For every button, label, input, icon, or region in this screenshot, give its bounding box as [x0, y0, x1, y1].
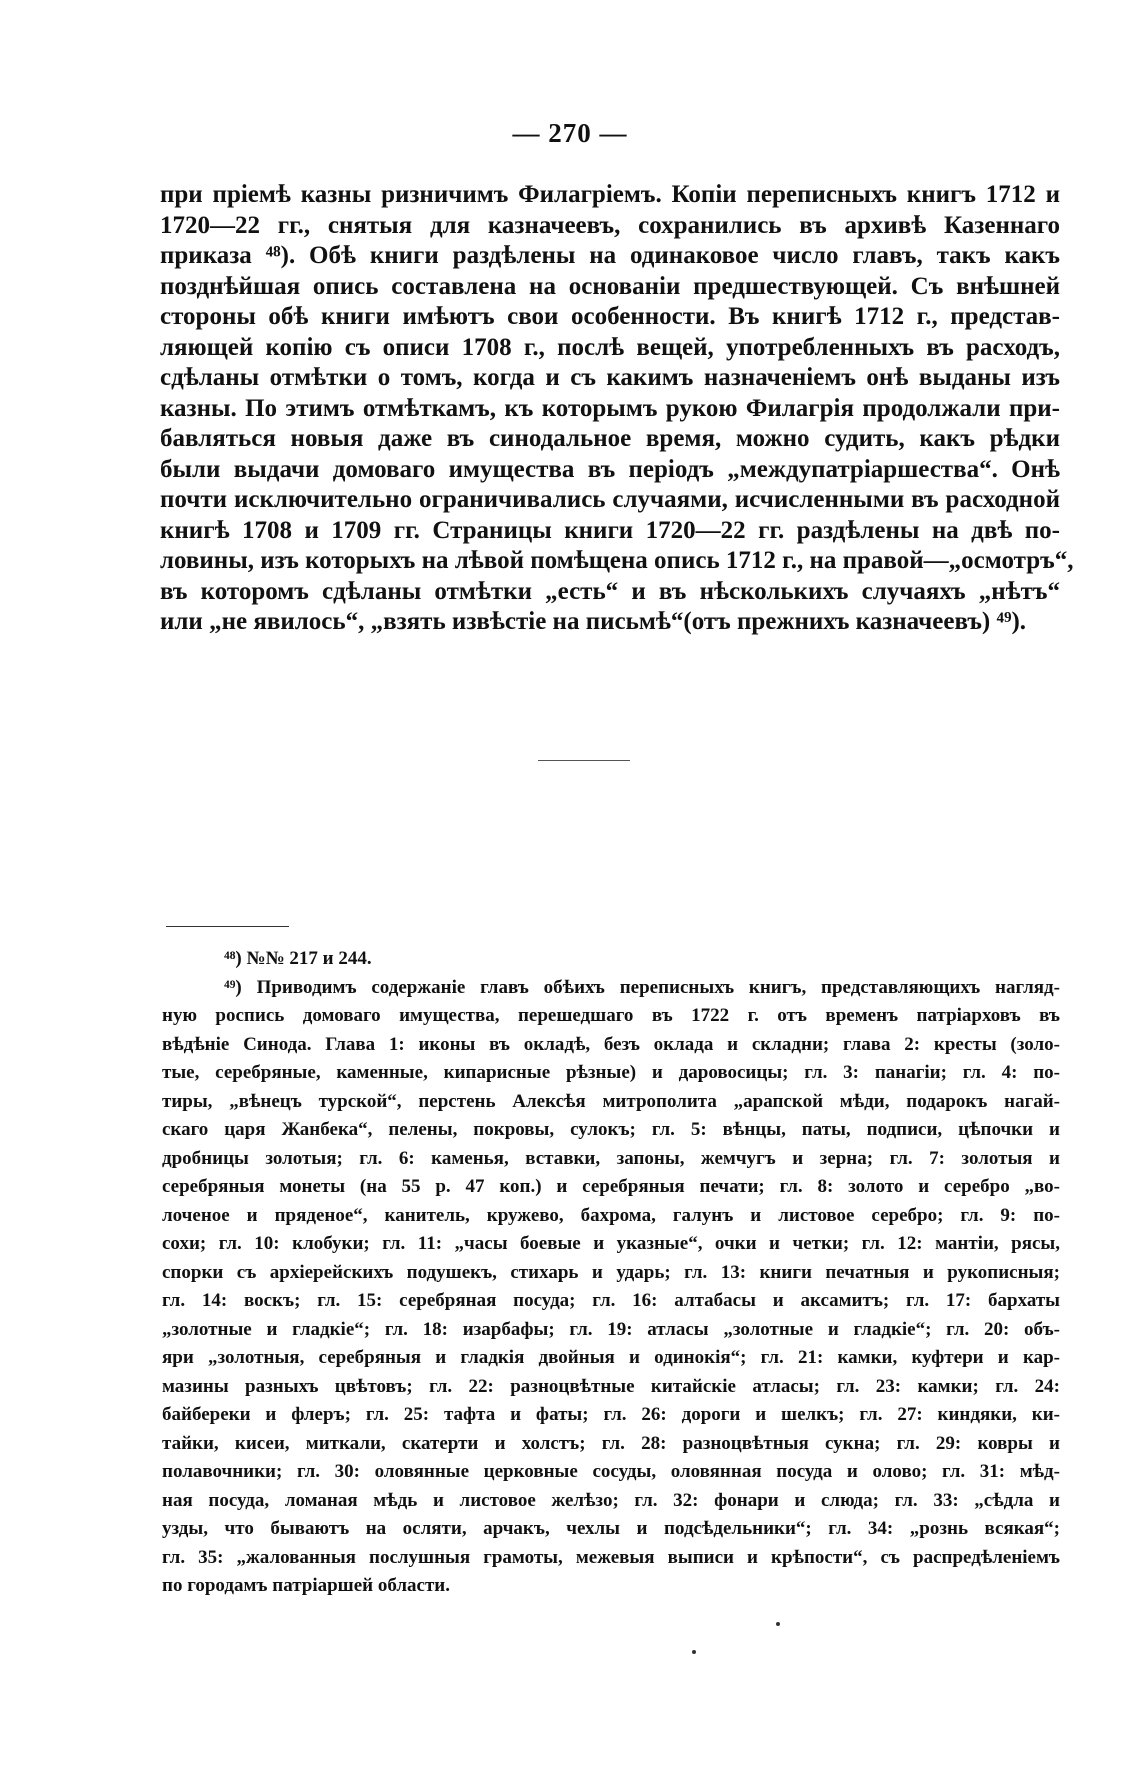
- body-line: бавляться новыя даже въ синодальное время, можно судить, какъ рѣдки: [160, 425, 1060, 452]
- footnote-49-line: гл. 35: „жалованныя послушныя грамоты, межевыя выписи и крѣпости“, съ распредѣленіемъ: [162, 1546, 1060, 1568]
- footnote-49-line: скаго царя Жанбека“, пелены, покровы, сулокъ; гл. 5: вѣнцы, паты, подписи, цѣпочки и: [162, 1119, 1060, 1140]
- body-line: сдѣланы отмѣтки о томъ, когда и съ какимъ назначеніемъ онѣ выданы изъ: [160, 364, 1060, 391]
- body-line: казны. По этимъ отмѣткамъ, къ которымъ рукою Филагрія продолжали при-: [160, 394, 1060, 422]
- footnote-49-line: „золотные и гладкіе“; гл. 18: изарбафы; гл. 19: атласы „золотные и гладкіе“; гл. 20: объ-: [162, 1318, 1060, 1340]
- body-line: книгѣ 1708 и 1709 гг. Страницы книги 1720—22 гг. раздѣлены на двѣ по-: [160, 516, 1060, 544]
- page-number: — 270 —: [512, 118, 628, 148]
- body-line: стороны обѣ книги имѣютъ свои особенности. Въ книгѣ 1712 г., представ-: [160, 303, 1060, 330]
- footnote-49-line: спорки съ архіерейскихъ подушекъ, стихарь и ударь; гл. 13: книги печатныя и рукописныя;: [162, 1261, 1060, 1283]
- body-line: приказа ⁴⁸). Обѣ книги раздѣлены на одинаковое число главъ, такъ какъ: [160, 242, 1060, 269]
- footnotes: [162, 945, 1060, 1601]
- footnote-49-line: полавочники; гл. 30: оловянные церковные сосуды, оловянная посуда и олово; гл. 31: мѣд-: [162, 1461, 1060, 1482]
- footnote-49-line: тиры, „вѣнецъ турской“, перстень Алексѣя митрополита „арапской мѣди, подарокъ нагай-: [162, 1090, 1060, 1112]
- footnote-49-line: серебряныя монеты (на 55 р. 47 коп.) и серебряныя печати; гл. 8: золото и серебро „во-: [162, 1176, 1060, 1197]
- section-divider: [538, 760, 630, 761]
- footnote-49-line: узды, что бываютъ на осляти, арчакъ, чехлы и подсѣдельники“; гл. 34: „рознь всякая“;: [162, 1518, 1060, 1539]
- body-line: или „не явилось“, „взять извѣстіе на письмѣ“(отъ прежнихъ казначеевъ) ⁴⁹).: [160, 608, 1027, 635]
- footnote-49-line: ⁴⁹) Приводимъ содержаніе главъ обѣихъ переписныхъ книгъ, представляющихъ нагляд-: [224, 976, 1060, 998]
- main-text: [160, 180, 1074, 638]
- body-line: въ которомъ сдѣланы отмѣтки „есть“ и въ нѣсколькихъ случаяхъ „нѣтъ“: [160, 577, 1060, 605]
- footnote-49-line: гл. 14: воскъ; гл. 15: серебряная посуда; гл. 16: алтабасы и аксамитъ; гл. 17: бархаты: [162, 1290, 1060, 1311]
- footnote-49-line: ная посуда, ломаная мѣдь и листовое желѣзо; гл. 32: фонари и слюда; гл. 33: „сѣдла и: [162, 1489, 1060, 1511]
- ink-speck: [692, 1650, 696, 1654]
- footnote-49-line: тайки, кисеи, миткали, скатерти и холстъ; гл. 28: разноцвѣтныя сукна; гл. 29: ковры и: [162, 1432, 1060, 1454]
- footnote-49-line: байбереки и флеръ; гл. 25: тафта и фаты; гл. 26: дороги и шелкъ; гл. 27: киндяки, ки-: [162, 1404, 1060, 1425]
- footnote-49-line: лоченое и пряденое“, канитель, кружево, бахрома, галунъ и листовое серебро; гл. 9: по-: [162, 1204, 1060, 1226]
- body-line: были выдачи домоваго имущества въ періодъ „междупатріаршества“. Онѣ: [160, 455, 1060, 483]
- body-line: ловины, изъ которыхъ на лѣвой помѣщена опись 1712 г., на правой—„осмотръ“,: [160, 547, 1074, 574]
- footnote-49-line: яри „золотныя, серебряныя и гладкія двойныя и одинокія“; гл. 21: камки, куфтери и кар-: [162, 1347, 1060, 1368]
- footnote-separator: [166, 926, 289, 927]
- footnote-49-line: мазины разныхъ цвѣтовъ; гл. 22: разноцвѣтные китайскіе атласы; гл. 23: камки; гл. 24:: [162, 1375, 1060, 1397]
- ink-speck: [776, 1622, 780, 1626]
- footnote-49-line: по городамъ патріаршей области.: [162, 1575, 451, 1596]
- footnote-48: ⁴⁸) №№ 217 и 244.: [224, 948, 372, 969]
- body-line: позднѣйшая опись составлена на основаніи предшествующей. Съ внѣшней: [160, 272, 1060, 300]
- body-line: почти исключительно ограничивались случаями, исчисленными въ расходной: [160, 486, 1060, 513]
- footnote-49-line: ную роспись домоваго имущества, перешедшаго въ 1722 г. отъ временъ патріарховъ въ: [162, 1005, 1060, 1026]
- footnote-49-line: вѣдѣніе Синода. Глава 1: иконы въ окладѣ, безъ оклада и складни; глава 2: кресты (золо-: [162, 1033, 1060, 1055]
- footnote-49-line: сохи; гл. 10: клобуки; гл. 11: „часы боевые и указные“, очки и четки; гл. 12: мантіи, рясы,: [162, 1233, 1060, 1254]
- body-line: ляющей копію съ описи 1708 г., послѣ вещей, употребленныхъ въ расходъ,: [160, 333, 1060, 361]
- footnote-49-line: дробницы золотыя; гл. 6: каменья, вставки, запоны, жемчугъ и зерна; гл. 7: золотыя и: [162, 1147, 1060, 1169]
- body-line: 1720—22 гг., снятыя для казначеевъ, сохранились въ архивѣ Казеннаго: [160, 211, 1060, 239]
- body-line: при пріемѣ казны ризничимъ Филагріемъ. Копіи переписныхъ книгъ 1712 и: [160, 181, 1060, 208]
- footnote-49-line: тые, серебряные, каменные, кипарисные рѣзные) и даровосицы; гл. 3: панагіи; гл. 4: по-: [162, 1062, 1060, 1083]
